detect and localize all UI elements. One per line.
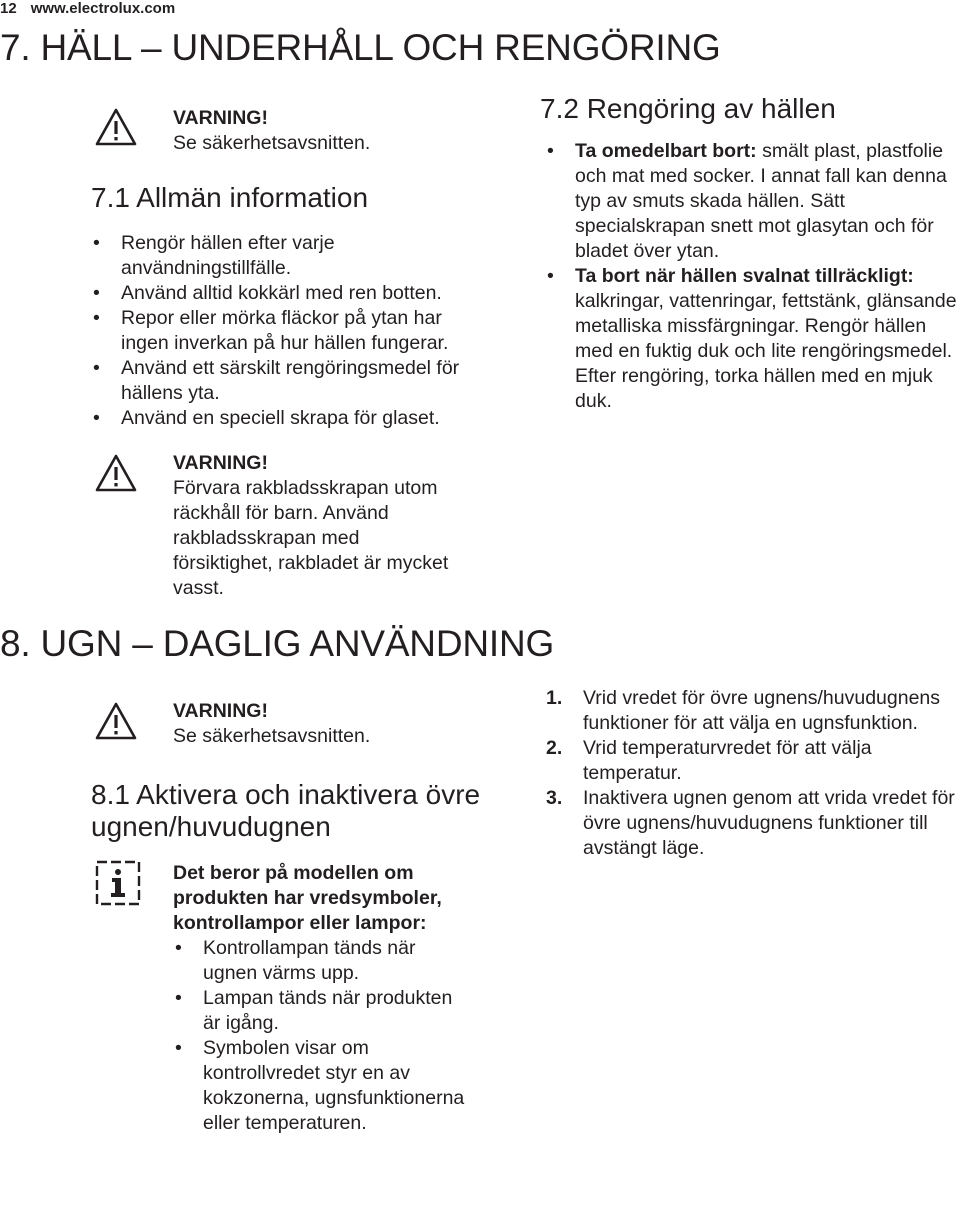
- warning-icon: [94, 106, 138, 150]
- step-item: [546, 786, 956, 861]
- step-item: [546, 686, 956, 736]
- subsection-7-1-title: 7.1 Allmän information: [91, 182, 369, 213]
- step-text: Vrid vredet för övre ugnens/huvudugnens funktioner för att välja en ugnsfunktion.: [583, 687, 941, 734]
- list-item: • Lampan tänds när produkten är igång.: [173, 986, 473, 1036]
- page-number: 12: [0, 0, 17, 17]
- warning-title: VARNING!: [173, 700, 268, 722]
- warning-block-1: [173, 106, 463, 156]
- general-info-list: [91, 231, 476, 431]
- list-item: • Symbolen visar om kontrollvredet styr en av kokzonerna, ugnsfunktionerna eller temperaturen.: [173, 1036, 473, 1136]
- info-list: [173, 936, 473, 1136]
- step-number: 1.: [546, 687, 563, 709]
- subsection-8-1-title: 8.1 Aktivera och inaktivera övre ugnen/huvudugnen: [91, 779, 481, 842]
- warning-icon: [94, 700, 138, 744]
- warning-title: VARNING!: [173, 452, 268, 474]
- list-item: • Rengör hällen efter varje användningstillfälle.: [91, 231, 476, 281]
- warning-text: Se säkerhetsavsnitten.: [173, 132, 371, 154]
- list-item-bold: Ta bort när hällen svalnat tillräckligt:: [575, 265, 914, 287]
- page-header: [0, 0, 175, 17]
- list-item-text: kalkringar, vattenringar, fettstänk, glänsande metalliska missfärgningar. Rengör hällen med en fuktig duk och lite rengöringsmedel. Efter rengöring, torka hällen med en mjuk duk.: [575, 290, 957, 412]
- step-number: 2.: [546, 737, 563, 759]
- warning-icon: [94, 452, 138, 496]
- section-7-title: 7. HÄLL – UNDERHÅLL OCH RENGÖRING: [0, 27, 721, 68]
- warning-text: Förvara rakbladsskrapan utom räckhåll för barn. Använd rakbladsskrapan med försiktighet, rakbladet är mycket vasst.: [173, 477, 449, 599]
- step-item: [546, 736, 956, 786]
- section-8-title: 8. UGN – DAGLIG ANVÄNDNING: [0, 623, 555, 664]
- list-item: • Repor eller mörka fläckor på ytan har ingen inverkan på hur hällen fungerar.: [91, 306, 476, 356]
- warning-block-3: [173, 699, 463, 749]
- list-item-text: smält plast, plastfolie och mat med socker. I annat fall kan denna typ av smuts skada hällen. Sätt specialskrapan snett mot glasytan och för bladet över ytan.: [575, 140, 947, 262]
- cleaning-list: [545, 139, 960, 414]
- step-number: 3.: [546, 787, 563, 809]
- list-item: [545, 264, 960, 414]
- step-text: Vrid temperaturvredet för att välja temperatur.: [583, 737, 872, 784]
- warning-text: Se säkerhetsavsnitten.: [173, 725, 371, 747]
- list-item: • Använd alltid kokkärl med ren botten.: [91, 281, 476, 306]
- subsection-7-2-title: 7.2 Rengöring av hällen: [540, 93, 836, 124]
- info-text: Det beror på modellen om produkten har vredsymboler, kontrollampor eller lampor:: [173, 862, 442, 934]
- site-url: www.electrolux.com: [30, 0, 176, 17]
- list-item: • Använd ett särskilt rengöringsmedel för hällens yta.: [91, 356, 476, 406]
- list-item: [545, 139, 960, 264]
- warning-title: VARNING!: [173, 107, 268, 129]
- info-icon: [95, 860, 141, 906]
- warning-block-2: [173, 451, 463, 601]
- list-item: • Kontrollampan tänds när ugnen värms upp.: [173, 936, 473, 986]
- steps-list: [546, 686, 956, 861]
- list-item: • Använd en speciell skrapa för glaset.: [91, 406, 476, 431]
- step-text: Inaktivera ugnen genom att vrida vredet för övre ugnens/huvudugnens funktioner till avstängt läge.: [583, 787, 955, 859]
- info-block: [173, 861, 473, 1136]
- list-item-bold: Ta omedelbart bort:: [575, 140, 757, 162]
